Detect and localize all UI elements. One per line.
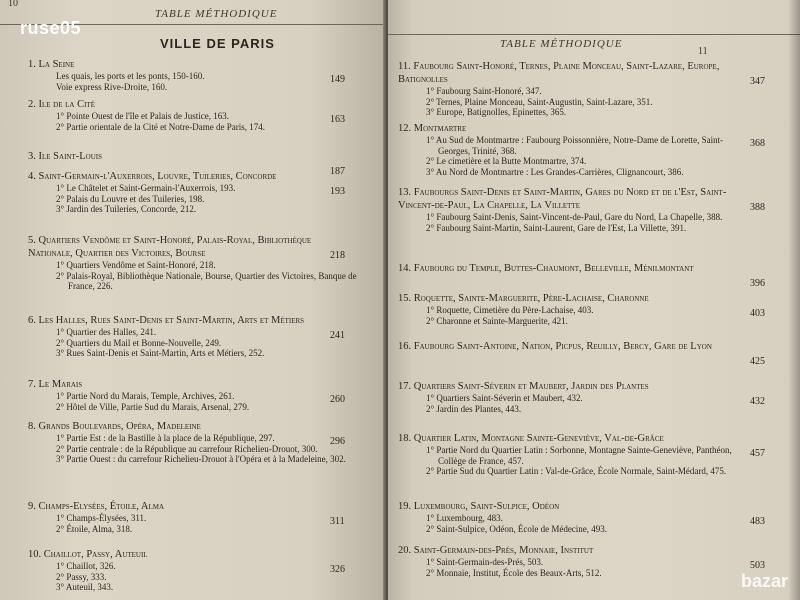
toc-subentry: 2° Charonne et Sainte-Marguerite, 421. <box>426 315 568 326</box>
toc-subentry: 2° Monnaie, Institut, École des Beaux-Arts, 512. <box>426 567 602 578</box>
toc-subentry: 1° Chaillot, 326. <box>56 561 116 571</box>
toc-entry-heading: 20. Saint-Germain-des-Prés, Monnaie, Institut <box>398 545 594 556</box>
toc-subentry: 2° Jardin des Plantes, 443. <box>426 403 522 414</box>
toc-subentry: 2° Palais-Royal, Bibliothèque Nationale, Bourse, Quartier des Victoires, Banque de France, 226. <box>56 270 357 291</box>
toc-subentry: 3° Au Nord de Montmartre : Les Grandes-Carrières, Clignancourt, 386. <box>426 166 684 177</box>
toc-subentry: 1° Pointe Ouest de l'île et Palais de Justice, 163. <box>56 111 229 121</box>
toc-subentry: Les quais, les ports et les ponts, 150-160. <box>56 71 205 81</box>
toc-entry <box>398 500 750 534</box>
toc-subentries <box>398 445 750 477</box>
toc-entry-heading: 4. Saint-Germain-l'Auxerrois, Louvre, Tuileries, Concorde <box>28 171 277 182</box>
toc-page-number: 296 <box>330 436 345 447</box>
toc-subentries <box>398 557 750 578</box>
toc-subentry: 3° Jardin des Tuileries, Concorde, 212. <box>56 204 197 214</box>
toc-page-number: 218 <box>330 250 345 261</box>
ruse05-logo: ruse05 <box>20 18 82 38</box>
toc-subentry: 2° Ternes, Plaine Monceau, Saint-Augustin, Saint-Lazare, 351. <box>426 96 653 107</box>
toc-subentry: 2° Passy, 333. <box>56 571 107 582</box>
toc-subentries <box>28 391 358 412</box>
toc-subentry: 1° Faubourg Saint-Honoré, 347. <box>426 86 542 96</box>
toc-subentry: 1° Saint-Germain-des-Prés, 503. <box>426 557 544 567</box>
toc-entry <box>398 262 750 275</box>
toc-entry-heading: 7. Le Marais <box>28 379 83 390</box>
toc-page-number: 347 <box>750 76 765 87</box>
toc-page-number: 457 <box>750 448 765 459</box>
right-page <box>388 0 800 600</box>
toc-entry-heading: 17. Quartiers Saint-Séverin et Maubert, Jardin des Plantes <box>398 381 649 392</box>
toc-page-number: 193 <box>330 186 345 197</box>
toc-subentry: 3° Europe, Batignolles, Epinettes, 365. <box>426 107 567 117</box>
toc-entry-heading: 5. Quartiers Vendôme et Saint-Honoré, Palais-Royal, Bibliothèque Nationale, Quartier des Victoires, Bourse <box>28 235 312 259</box>
toc-page-number: 311 <box>330 516 345 527</box>
toc-entry-heading: 18. Quartier Latin, Montagne Sainte-Geneviève, Val-de-Grâce <box>398 433 664 444</box>
toc-subentry: 1° Quartiers Saint-Séverin et Maubert, 432. <box>426 393 583 403</box>
toc-subentries <box>398 135 750 177</box>
toc-page-number: 149 <box>330 74 345 85</box>
toc-page-number: 432 <box>750 396 765 407</box>
page-edge-shadow <box>788 0 800 600</box>
toc-entry-heading: 13. Faubourgs Saint-Denis et Saint-Martin, Gares du Nord et de l'Est, Saint-Vincent-de-Paul, La Chapelle, La Villette <box>398 187 727 211</box>
toc-entry <box>398 122 750 177</box>
toc-entry-heading: 6. Les Halles, Rues Saint-Denis et Saint-Martin, Arts et Métiers <box>28 315 305 326</box>
toc-entry-heading: 9. Champs-Elysées, Étoile, Alma <box>28 501 165 512</box>
toc-entry <box>28 378 358 412</box>
toc-entry <box>398 186 750 233</box>
toc-entry <box>28 98 358 132</box>
toc-entry <box>28 314 358 359</box>
toc-subentry: 3° Rues Saint-Denis et Saint-Martin, Arts et Métiers, 252. <box>56 348 265 358</box>
toc-subentry: 2° Étoile, Alma, 318. <box>56 523 133 534</box>
toc-entry <box>398 340 750 353</box>
toc-entry <box>28 150 358 163</box>
toc-page-number: 503 <box>750 560 765 571</box>
toc-subentry: 1° Quartiers Vendôme et Saint-Honoré, 218. <box>56 260 216 270</box>
toc-subentry: 1° Au Sud de Montmartre : Faubourg Poissonnière, Notre-Dame de Lorette, Saint-Georges, Trinité, 368. <box>426 135 724 156</box>
toc-entry-heading: 14. Faubourg du Temple, Buttes-Chaumont, Belleville, Ménilmontant <box>398 263 694 274</box>
toc-subentry: 1° Partie Nord du Marais, Temple, Archives, 261. <box>56 391 235 401</box>
toc-subentries <box>28 327 358 359</box>
toc-entry-heading: 19. Luxembourg, Saint-Sulpice, Odéon <box>398 501 560 512</box>
toc-page-number: 396 <box>750 278 765 289</box>
toc-subentry: 1° Le Châtelet et Saint-Germain-l'Auxerrois, 193. <box>56 183 236 193</box>
toc-page-number: 260 <box>330 394 345 405</box>
toc-entry <box>28 170 358 215</box>
toc-entry <box>28 420 358 465</box>
toc-subentries <box>28 561 358 593</box>
toc-subentry: 2° Saint-Sulpice, Odéon, École de Médecine, 493. <box>426 523 608 534</box>
right-header-rule <box>388 34 800 35</box>
toc-subentries <box>398 513 750 534</box>
toc-entry-heading: 1. La Seine <box>28 59 75 70</box>
toc-page-number: 403 <box>750 308 765 319</box>
toc-subentry: 1° Faubourg Saint-Denis, Saint-Vincent-de-Paul, Gare du Nord, La Chapelle, 388. <box>426 212 723 222</box>
toc-entry-heading: 16. Faubourg Saint-Antoine, Nation, Picpus, Reuilly, Bercy, Gare de Lyon <box>398 341 712 352</box>
toc-page-number: 388 <box>750 202 765 213</box>
toc-entry-heading: 3. Ile Saint-Louis <box>28 151 102 162</box>
toc-subentry: 2° Quartiers du Mail et Bonne-Nouvelle, 249. <box>56 337 222 348</box>
toc-subentry: 3° Partie Ouest : du carrefour Richelieu-Drouot à l'Opéra et à la Madeleine, 302. <box>56 454 346 464</box>
toc-subentries <box>28 183 358 215</box>
toc-subentries <box>28 513 358 534</box>
toc-subentries <box>398 393 750 414</box>
toc-entry <box>28 234 358 292</box>
toc-entry-heading: 8. Grands Boulevards, Opéra, Madeleine <box>28 421 201 432</box>
toc-entry <box>398 60 750 118</box>
toc-subentries <box>28 433 358 465</box>
left-page <box>0 0 385 600</box>
toc-page-number: 326 <box>330 564 345 575</box>
bazar-watermark: bazar <box>740 571 788 591</box>
toc-page-number: 163 <box>330 114 345 125</box>
toc-subentry: 1° Partie Est : de la Bastille à la place de la République, 297. <box>56 433 275 443</box>
toc-subentry: 2° Partie Sud du Quartier Latin : Val-de-Grâce, École Normale, Saint-Médard, 475. <box>426 466 727 476</box>
toc-subentries <box>398 86 750 118</box>
toc-entry-heading: 15. Roquette, Sainte-Marguerite, Père-Lachaise, Charonne <box>398 293 649 304</box>
toc-entry <box>398 544 750 578</box>
toc-page-number: 187 <box>330 166 345 177</box>
toc-page-number: 368 <box>750 138 765 149</box>
left-running-header: TABLE MÉTHODIQUE <box>155 8 278 20</box>
toc-entry <box>28 548 358 593</box>
toc-entry <box>398 292 750 326</box>
toc-entry <box>398 380 750 414</box>
toc-page-number: 483 <box>750 516 765 527</box>
toc-subentry: 2° Partie orientale de la Cité et Notre-Dame de Paris, 174. <box>56 121 266 132</box>
toc-entry-heading: 2. Ile de la Cité <box>28 99 95 110</box>
toc-entry-heading: 12. Montmartre <box>398 123 467 134</box>
toc-entry <box>398 432 750 477</box>
toc-subentry: 1° Quartier des Halles, 241. <box>56 327 157 337</box>
toc-page-number: 241 <box>330 330 345 341</box>
toc-entry <box>28 500 358 534</box>
toc-subentry: Voie express Rive-Droite, 160. <box>56 81 168 92</box>
right-page-number: 11 <box>698 46 708 57</box>
toc-entry <box>28 58 358 92</box>
toc-entry-heading: 10. Chaillot, Passy, Auteuil <box>28 549 148 560</box>
toc-subentry: 2° Partie centrale : de la République au carrefour Richelieu-Drouot, 300. <box>56 443 318 454</box>
toc-subentry: 2° Le cimetière et la Butte Montmartre, 374. <box>426 156 587 166</box>
toc-subentries <box>28 111 358 132</box>
toc-subentries <box>28 260 358 292</box>
toc-subentries <box>398 305 750 326</box>
toc-subentry: 1° Roquette, Cimetière du Père-Lachaise, 403. <box>426 305 594 315</box>
toc-subentry: 1° Luxembourg, 483. <box>426 513 503 523</box>
toc-entry-heading: 11. Faubourg Saint-Honoré, Ternes, Plaine Monceau, Saint-Lazare, Europe, Batignolles <box>398 61 720 85</box>
toc-subentry: 2° Palais du Louvre et des Tuileries, 198. <box>56 193 205 204</box>
toc-subentry: 1° Champs-Élysées, 311. <box>56 513 147 523</box>
toc-subentry: 3° Auteuil, 343. <box>56 582 114 592</box>
toc-page-number: 425 <box>750 356 765 367</box>
toc-subentries <box>398 212 750 233</box>
toc-subentries <box>28 71 358 92</box>
section-title: VILLE DE PARIS <box>160 36 275 51</box>
toc-subentry: 1° Partie Nord du Quartier Latin : Sorbonne, Montagne Sainte-Geneviève, Panthéon, Collège de France, 457. <box>426 445 732 466</box>
toc-subentry: 2° Hôtel de Ville, Partie Sud du Marais, Arsenal, 279. <box>56 401 250 412</box>
left-page-number: 10 <box>8 0 18 9</box>
right-running-header: TABLE MÉTHODIQUE <box>500 38 623 50</box>
toc-subentry: 2° Faubourg Saint-Martin, Saint-Laurent, Gare de l'Est, La Villette, 391. <box>426 222 687 233</box>
